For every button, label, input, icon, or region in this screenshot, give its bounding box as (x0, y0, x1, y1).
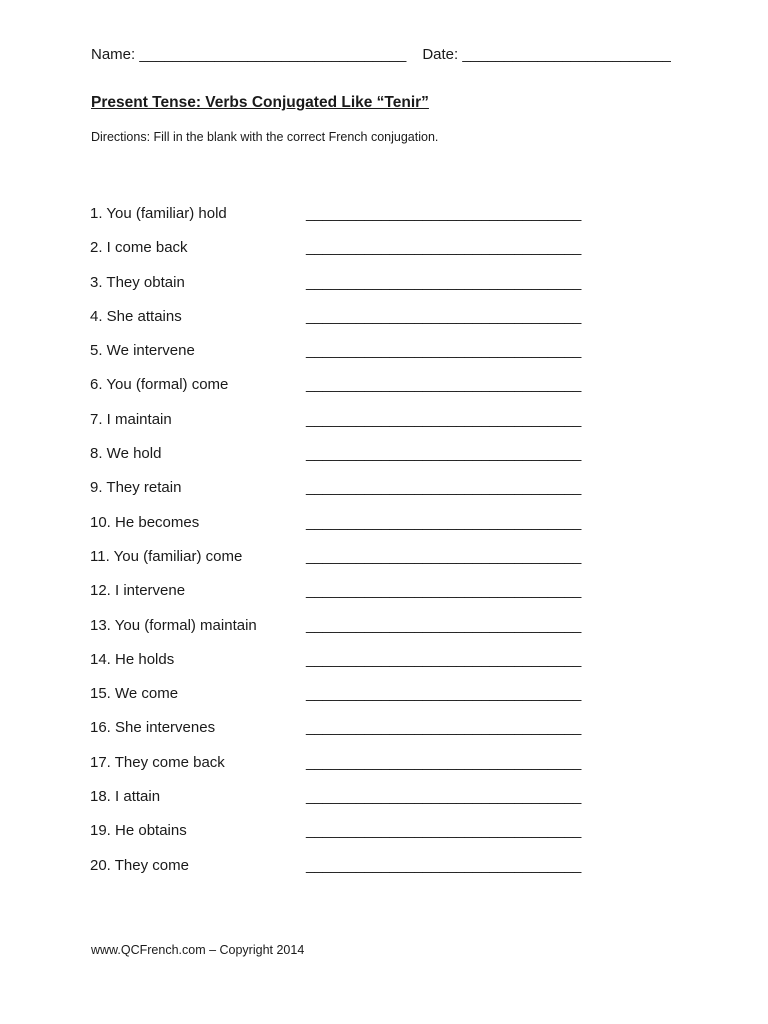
exercise-prompt: 1. You (familiar) hold (90, 205, 227, 222)
exercise-item (90, 308, 610, 342)
answer-blank: _________________________________ (306, 753, 582, 771)
answer-blank: _________________________________ (306, 822, 582, 840)
answer-blank: _________________________________ (306, 513, 582, 531)
exercise-prompt: 15. We come (90, 685, 179, 703)
exercise-prompt: 2. I come back (90, 239, 188, 257)
exercise-item (90, 754, 610, 788)
date-field-label: Date: _________________________ (422, 46, 671, 63)
answer-blank: _________________________________ (306, 205, 582, 222)
exercise-item (90, 685, 610, 719)
header-row (91, 46, 671, 63)
exercise-item (90, 342, 610, 376)
exercise-item (90, 719, 610, 753)
exercise-prompt: 6. You (formal) come (90, 376, 229, 394)
exercise-item (90, 788, 610, 822)
answer-blank: _________________________________ (306, 342, 582, 360)
exercise-prompt: 19. He obtains (90, 822, 187, 840)
answer-blank: _________________________________ (306, 479, 582, 497)
exercise-item (90, 239, 610, 273)
exercise-prompt: 16. She intervenes (90, 719, 216, 737)
answer-blank: _________________________________ (306, 376, 582, 394)
answer-blank: _________________________________ (306, 616, 582, 634)
answer-blank: _________________________________ (306, 788, 582, 806)
exercise-item (90, 479, 610, 513)
exercise-item (90, 651, 610, 685)
exercise-prompt: 13. You (formal) maintain (90, 616, 257, 634)
answer-blank: _________________________________ (306, 445, 582, 463)
exercise-prompt: 4. She attains (90, 307, 182, 325)
exercise-item (90, 822, 610, 856)
answer-blank: _________________________________ (306, 410, 582, 428)
exercise-list (90, 205, 610, 891)
exercise-item (90, 617, 610, 651)
answer-blank: _________________________________ (306, 547, 582, 565)
answer-blank: _________________________________ (306, 273, 582, 291)
exercise-prompt: 18. I attain (90, 788, 161, 806)
exercise-prompt: 11. You (familiar) come (90, 547, 243, 565)
directions-text: Directions: Fill in the blank with the correct French conjugation. (91, 130, 439, 144)
exercise-prompt: 8. We hold (90, 445, 162, 463)
exercise-prompt: 9. They retain (90, 479, 182, 497)
exercise-item (90, 857, 610, 891)
exercise-prompt: 14. He holds (90, 650, 175, 668)
exercise-item (90, 445, 610, 479)
name-field-label: Name: ________________________________ (91, 46, 407, 63)
worksheet-title: Present Tense: Verbs Conjugated Like “Tenir” (91, 94, 429, 111)
exercise-item (90, 411, 610, 445)
exercise-prompt: 3. They obtain (90, 273, 185, 291)
exercise-item (90, 274, 610, 308)
exercise-prompt: 5. We intervene (90, 342, 195, 360)
exercise-prompt: 17. They come back (90, 753, 225, 771)
answer-blank: _________________________________ (306, 582, 582, 600)
exercise-item (90, 548, 610, 582)
exercise-prompt: 20. They come (90, 856, 189, 874)
answer-blank: _________________________________ (306, 856, 582, 874)
answer-blank: _________________________________ (306, 719, 582, 737)
exercise-item (90, 205, 610, 239)
exercise-prompt: 10. He becomes (90, 513, 200, 531)
answer-blank: _________________________________ (306, 307, 582, 325)
answer-blank: _________________________________ (306, 685, 582, 703)
exercise-prompt: 12. I intervene (90, 582, 186, 600)
answer-blank: _________________________________ (306, 650, 582, 668)
exercise-item (90, 514, 610, 548)
footer-copyright: www.QCFrench.com – Copyright 2014 (91, 943, 305, 957)
exercise-prompt: 7. I maintain (90, 410, 172, 428)
exercise-item (90, 376, 610, 410)
answer-blank: _________________________________ (306, 239, 582, 257)
exercise-item (90, 582, 610, 616)
